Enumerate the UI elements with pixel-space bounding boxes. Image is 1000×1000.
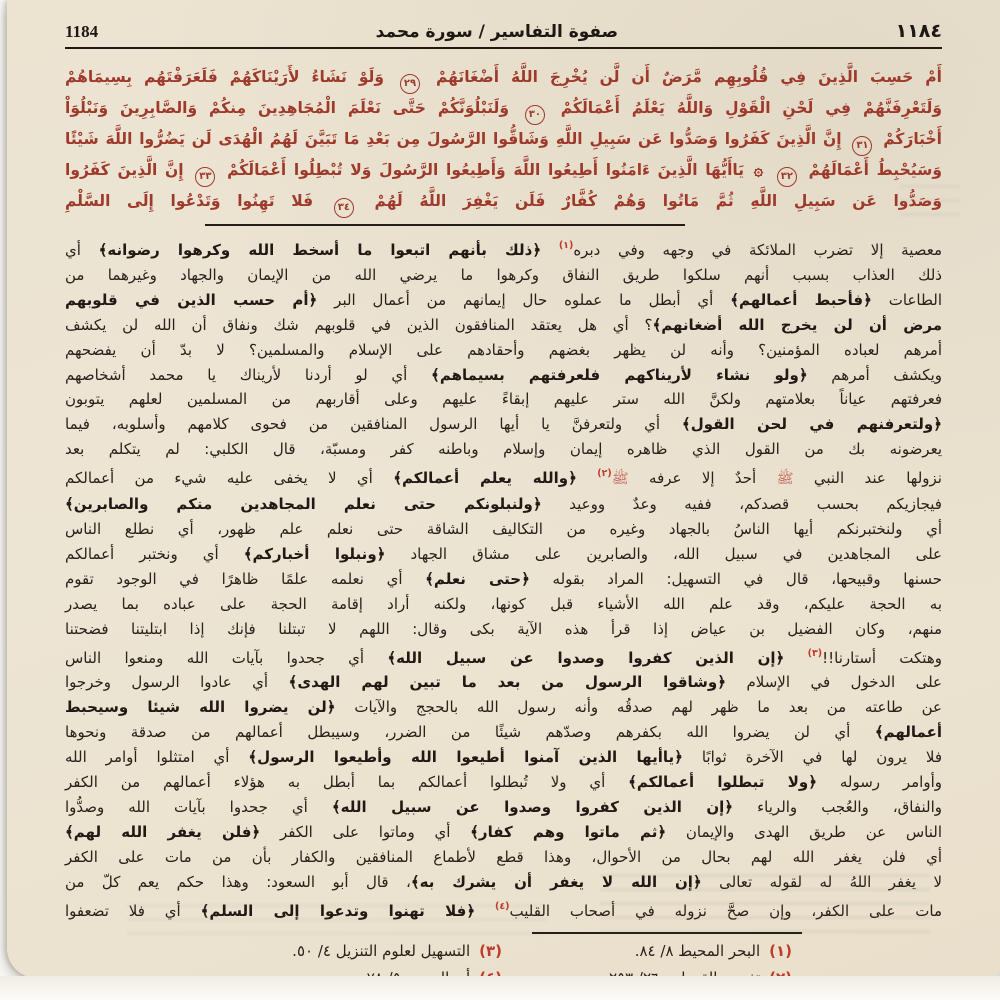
quran-quote: ﴿حتى نعلم﴾ (425, 569, 530, 588)
quran-quote: ﴿ولو نشاء لأريناكهم فلعرفتهم بسيماهم﴾ (431, 365, 808, 384)
quran-text: فَلا تَهِنُوا وَتَدْعُوا إِلَى السَّلْمِ (65, 192, 314, 210)
quran-quote: أعمالهم﴾ (874, 723, 942, 742)
commentary-line (65, 234, 942, 263)
commentary-segment: وهتكت أستارنا!! (822, 648, 942, 667)
commentary-segment: به الحجة عليكم، وقد علم الله الأشياء قبل كونها، ولكنه أراد إقامة الحجة على عباده بما يصدر (65, 594, 942, 613)
commentary-segment: أي فلن يغفر الله لهم بحال من الأحوال، وهذا قطع لأطماع المنافقين والكفار بأن من مات على الكفر (65, 847, 942, 866)
footnote-row (65, 938, 942, 965)
page-number-arabic: ١١٨٤ (895, 20, 942, 42)
commentary-segment: ويكشف أمرهم (807, 365, 942, 384)
commentary-segment: وأوامر رسوله (817, 773, 942, 792)
quran-quote: ﴿لن يضروا الله شيئا وسيحبط (65, 698, 336, 717)
commentary-line (65, 770, 942, 795)
commentary-line (65, 387, 942, 412)
commentary-line (65, 695, 942, 720)
quran-quote: ﴿ولا تبطلوا أعمالكم﴾ (628, 773, 817, 792)
footnote-reference: (١) (558, 240, 574, 251)
commentary-segment: معصية إلا تضرب الملائكة في وجهه وفي دبره (573, 241, 942, 259)
commentary-segment: أي وماتوا على الكفر (260, 822, 471, 841)
quran-text: أَمْ حَسِبَ الَّذِينَ فِي قُلُوبِهِم مَّرَضٌ أَن لَّن يُخْرِجَ اللَّهُ أَضْغَانَهُمْ (435, 68, 942, 86)
commentary-line (65, 795, 942, 820)
quran-text: وَلَنَبْلُوَنَّكُمْ حَتَّى نَعْلَمَ الْمُجَاهِدِينَ مِنكُمْ وَالصَّابِرِينَ وَنَبْلُوَاْ (65, 99, 509, 117)
footnote-divider-line (532, 932, 802, 934)
quran-line (65, 156, 942, 187)
footnote-reference: (٤) (495, 900, 510, 912)
commentary-segment (784, 649, 807, 667)
commentary-line (65, 617, 942, 642)
commentary-segment: أي ولا تُبطلوا أعمالكم بما أبطل به هؤلاء أعمالهم من الكفر (65, 773, 629, 792)
commentary-segment: الطاعات (871, 290, 943, 309)
commentary-segment: أي لا يخفى عليه شيء من أعمالكم (65, 469, 394, 488)
quran-quote: ﴿ولنبلونكم حتى نعلم المجاهدين منكم والصابرين﴾ (65, 495, 542, 514)
commentary-segment: أمرهم لعباده المؤمنين؟ وأنه لن يظهر بغضهم وأحقادهم على الإسلام والمسلمين؟ لا بدّ أن يفضحهم (65, 340, 942, 359)
commentary-line (65, 437, 942, 462)
commentary-line (65, 338, 942, 363)
commentary-segment: أي جحدوا بآيات الله ومنعوا الناس (65, 648, 388, 667)
section-divider-line (205, 224, 685, 226)
commentary-line (65, 642, 942, 671)
commentary-segment: أي فلا تضعفوا (65, 901, 201, 920)
commentary-segment (577, 469, 597, 487)
footnote-item (65, 938, 502, 965)
commentary-line (65, 263, 942, 288)
commentary-line (65, 820, 942, 845)
book-page (7, 0, 1000, 978)
header-divider-line (65, 47, 942, 49)
ayah-number-medallion: ٣٤ (334, 198, 354, 218)
commentary-segment: أي جحدوا بآيات الله وصدُّوا (65, 797, 332, 816)
ayah-number-medallion: ٢٩ (400, 74, 420, 94)
page-header (65, 20, 942, 42)
commentary-line (65, 313, 942, 338)
commentary-segment: أي امتثلوا أوامر الله (65, 748, 249, 767)
quran-quote: ﴿ونبلوا أخباركم﴾ (243, 544, 386, 563)
commentary-line (65, 720, 942, 745)
ayah-number-medallion: ٣١ (852, 136, 872, 156)
commentary-line (65, 517, 942, 542)
commentary-line (65, 363, 942, 388)
commentary-segment: لا يغفر اللهُ له لقوله تعالى (701, 872, 942, 891)
quran-quote: ﴿ثم ماتوا وهم كفار﴾ (470, 822, 667, 841)
quran-quote: ﴿والله يعلم أعمالكم﴾ (393, 469, 577, 488)
ayah-number-medallion: ٣٣ (195, 167, 215, 187)
quran-quote: مرض أن لن يخرج الله أضغانهم﴾ (652, 315, 942, 334)
quran-quote: ﴿ياأيها الذين آمنوا أطيعوا الله وأطيعوا الرسول﴾ (248, 748, 683, 767)
commentary-segment: يعرضونه بك من القول الذي ظاهره إيمان وإسلام وباطنه كفر ومسبّة، قال الكلبي: لم يتكلم بعد (65, 440, 942, 459)
footnote-item (502, 938, 792, 965)
quran-quote: ﴿إن الذين كفروا وصدوا عن سبيل الله﴾ (387, 648, 785, 667)
commentary-segment: عن طاعته من بعد ما ظهر لهم صدقُه وأنه رسول الله بالحجج والآيات (335, 698, 943, 717)
saw-symbol: ﷺ (776, 471, 794, 488)
commentary-segment: فلا يرون لها في الآخرة ثوابًا (682, 748, 942, 767)
commentary-segment: فيجازيكم بحسب قصدكم، ففيه وعدٌ ووعيد (541, 495, 942, 514)
commentary-line (65, 870, 942, 895)
footnote-reference: (٢) (597, 468, 612, 480)
quran-text: وَصَدُّوا عَن سَبِيلِ اللَّهِ ثُمَّ مَاتُوا وَهُمْ كُفَّارٌ فَلَن يَغْفِرَ اللَّهُ لَهُمْ (374, 192, 942, 210)
commentary-segment: أي لو أردنا لأريناك يا محمد أشخاصهم (65, 365, 432, 384)
quran-text: إِنَّ الَّذِينَ كَفَرُوا وَصَدُّوا عَن سَبِيلِ اللَّهِ وَشَاقُّوا الرَّسُولَ مِن بَعْدِ مَا تَبَيَّنَ لَهُمُ الْهُدَى لَن يَضُرُّوا اللَّهَ شَيْئًا (65, 130, 842, 148)
page-content (7, 0, 1000, 978)
commentary-segment (541, 241, 559, 259)
commentary-segment: حسنها وقبيحها، قال في التسهيل: المراد بقوله (529, 569, 942, 588)
quran-quote: ﴿أم حسب الذين في قلوبهم (65, 290, 318, 309)
commentary-line (65, 670, 942, 695)
commentary-line (65, 288, 942, 313)
commentary-segment: أي ونختبر أعمالكم (65, 544, 244, 563)
footnote-text: التسهيل لعلوم التنزيل ٤/ ٥٠. (292, 942, 471, 961)
commentary-text (65, 234, 942, 923)
quran-quote: ﴿وشاقوا الرسول من بعد ما تبين لهم الهدى﴾ (288, 673, 727, 692)
footnote-text: البحر المحيط ٨/ ٨٤. (634, 942, 761, 961)
quran-quote: ﴿فلا تهنوا وتدعوا إلى السلم﴾ (200, 901, 476, 920)
rub-el-hizb-mark: ۞ (753, 160, 764, 179)
commentary-segment (475, 902, 495, 920)
commentary-segment: الناس عن طريق الهدى والإيمان (666, 822, 942, 841)
commentary-segment: ، قال أبو السعود: وهذا حكم يعم كلّ من (65, 872, 411, 891)
quran-line (65, 187, 942, 218)
commentary-segment: ذلك العذاب بسبب أنهم سلكوا طريق النفاق وكرهوا ما يرضي الله من الإيمان والجهاد وغيرهما من (65, 265, 942, 284)
commentary-segment: أي ولتعرفنَّ يا أيها الرسول المنافقين من فحوى كلامهم وأسلوبه، فيما (65, 415, 682, 434)
footnote-number: (٣) (479, 942, 502, 961)
commentary-line (65, 412, 942, 437)
commentary-line (65, 745, 942, 770)
quran-quote: ﴿إن الذين كفروا وصدوا عن سبيل الله﴾ (331, 797, 734, 816)
ayah-number-medallion: ٣٢ (777, 167, 797, 187)
quran-line (65, 63, 942, 94)
footnote-reference: (٣) (807, 647, 823, 659)
commentary-line (65, 567, 942, 592)
quran-quote: ﴿إن الله لا يغفر أن يشرك به﴾ (410, 872, 702, 891)
commentary-segment: أي ولنختبرنكم أيها الناسُ بالجهاد وغيره من التكاليف الشاقة حتى نعلم علم ظهور، أي نطلع الناس (65, 519, 942, 538)
commentary-segment: منهم، وكان الفضيل بن عياض إذا قرأ هذه الآية بكى وقال: اللهم لا تبتلنا فإنك إذا ابتليتنا فضحتنا (65, 619, 942, 638)
quran-text: يَاأَيُّهَا الَّذِينَ ءَامَنُوا أَطِيعُوا اللَّهَ وَأَطِيعُوا الرَّسُولَ وَلا تُبْطِلُوا أَعْمَالَكُمْ (227, 161, 745, 179)
book-title-and-surah: صفوة التفاسير / سورة محمد (375, 22, 619, 42)
commentary-line (65, 592, 942, 617)
commentary-line (65, 542, 942, 567)
commentary-segment: نزولها عند النبي (793, 469, 942, 488)
commentary-segment: أي نعلمه علمًا ظاهرًا في الوجود تقوم (65, 569, 426, 588)
quran-quote: ﴿ذلك بأنهم اتبعوا ما أسخط الله وكرهوا رضوانه﴾ (98, 241, 542, 259)
saw-symbol: ﷺ (611, 471, 629, 488)
scan-bottom-edge (0, 976, 1000, 1000)
quran-quote: ﴿فأحبط أعمالهم﴾ (730, 290, 872, 309)
ayah-number-medallion: ٣٠ (525, 105, 545, 125)
quran-text: أَخْبَارَكُمْ (883, 130, 942, 148)
page-number-latin: 1184 (65, 22, 99, 41)
commentary-line (65, 895, 942, 924)
quran-text: وَلَوْ نَشَاءُ لأَرَيْنَاكَهُمْ فَلَعَرَفْتَهُم بِسِيمَاهُمْ (65, 68, 385, 86)
quran-text: إِنَّ الَّذِينَ كَفَرُوا (65, 161, 184, 179)
commentary-segment: أي أبطل ما عملوه حال إيمانهم من أعمال البر (317, 290, 731, 309)
quran-text: وَسَيُحْبِطُ أَعْمَالَهُمْ (808, 161, 942, 179)
commentary-line (65, 845, 942, 870)
commentary-line (65, 492, 942, 517)
quran-verses (65, 63, 942, 218)
commentary-segment: والنفاق، والعُجب والرياء (733, 797, 942, 816)
footnote-number: (١) (769, 942, 792, 961)
commentary-segment: على المجاهدين في سبيل الله، والصابرين على مشاق الجهاد (385, 544, 942, 563)
commentary-segment: أحدٌ إلا عرفه (628, 469, 777, 488)
quran-text: وَلَتَعْرِفَنَّهُمْ فِي لَحْنِ الْقَوْلِ وَاللَّهُ يَعْلَمُ أَعْمَالَكُمْ (560, 99, 942, 117)
commentary-segment: فعرفتهم عياناً بعلامتهم ولكنَّ الله ستر عليهم إبقاءً عليهم وعلى أقاربهم من المسلمين لعلهم يتوبون (65, 390, 942, 409)
commentary-line (65, 462, 942, 492)
quran-line (65, 94, 942, 125)
commentary-segment: أي عادوا الرسول وخرجوا (65, 673, 289, 692)
quran-quote: ﴿فلن يغفر الله لهم﴾ (65, 822, 261, 841)
commentary-segment: أي (65, 241, 99, 259)
quran-line (65, 125, 942, 156)
commentary-segment: ؟ أي هل يعتقد المنافقون الذين في قلوبهم شك ونفاق أن الله لن يكشف (65, 315, 653, 334)
quran-quote: ﴿ولتعرفنهم في لحن القول﴾ (681, 415, 942, 434)
commentary-segment: مات على الكفر، وإن صحَّ نزوله في أصحاب القليب (509, 901, 942, 920)
commentary-segment: على الدخول في الإسلام (726, 673, 942, 692)
commentary-segment: أي لن يضروا الله بكفرهم وصدّهم شيئًا من الضرر، وسيبطل أعمالهم من صدقة ونحوها (65, 723, 875, 742)
